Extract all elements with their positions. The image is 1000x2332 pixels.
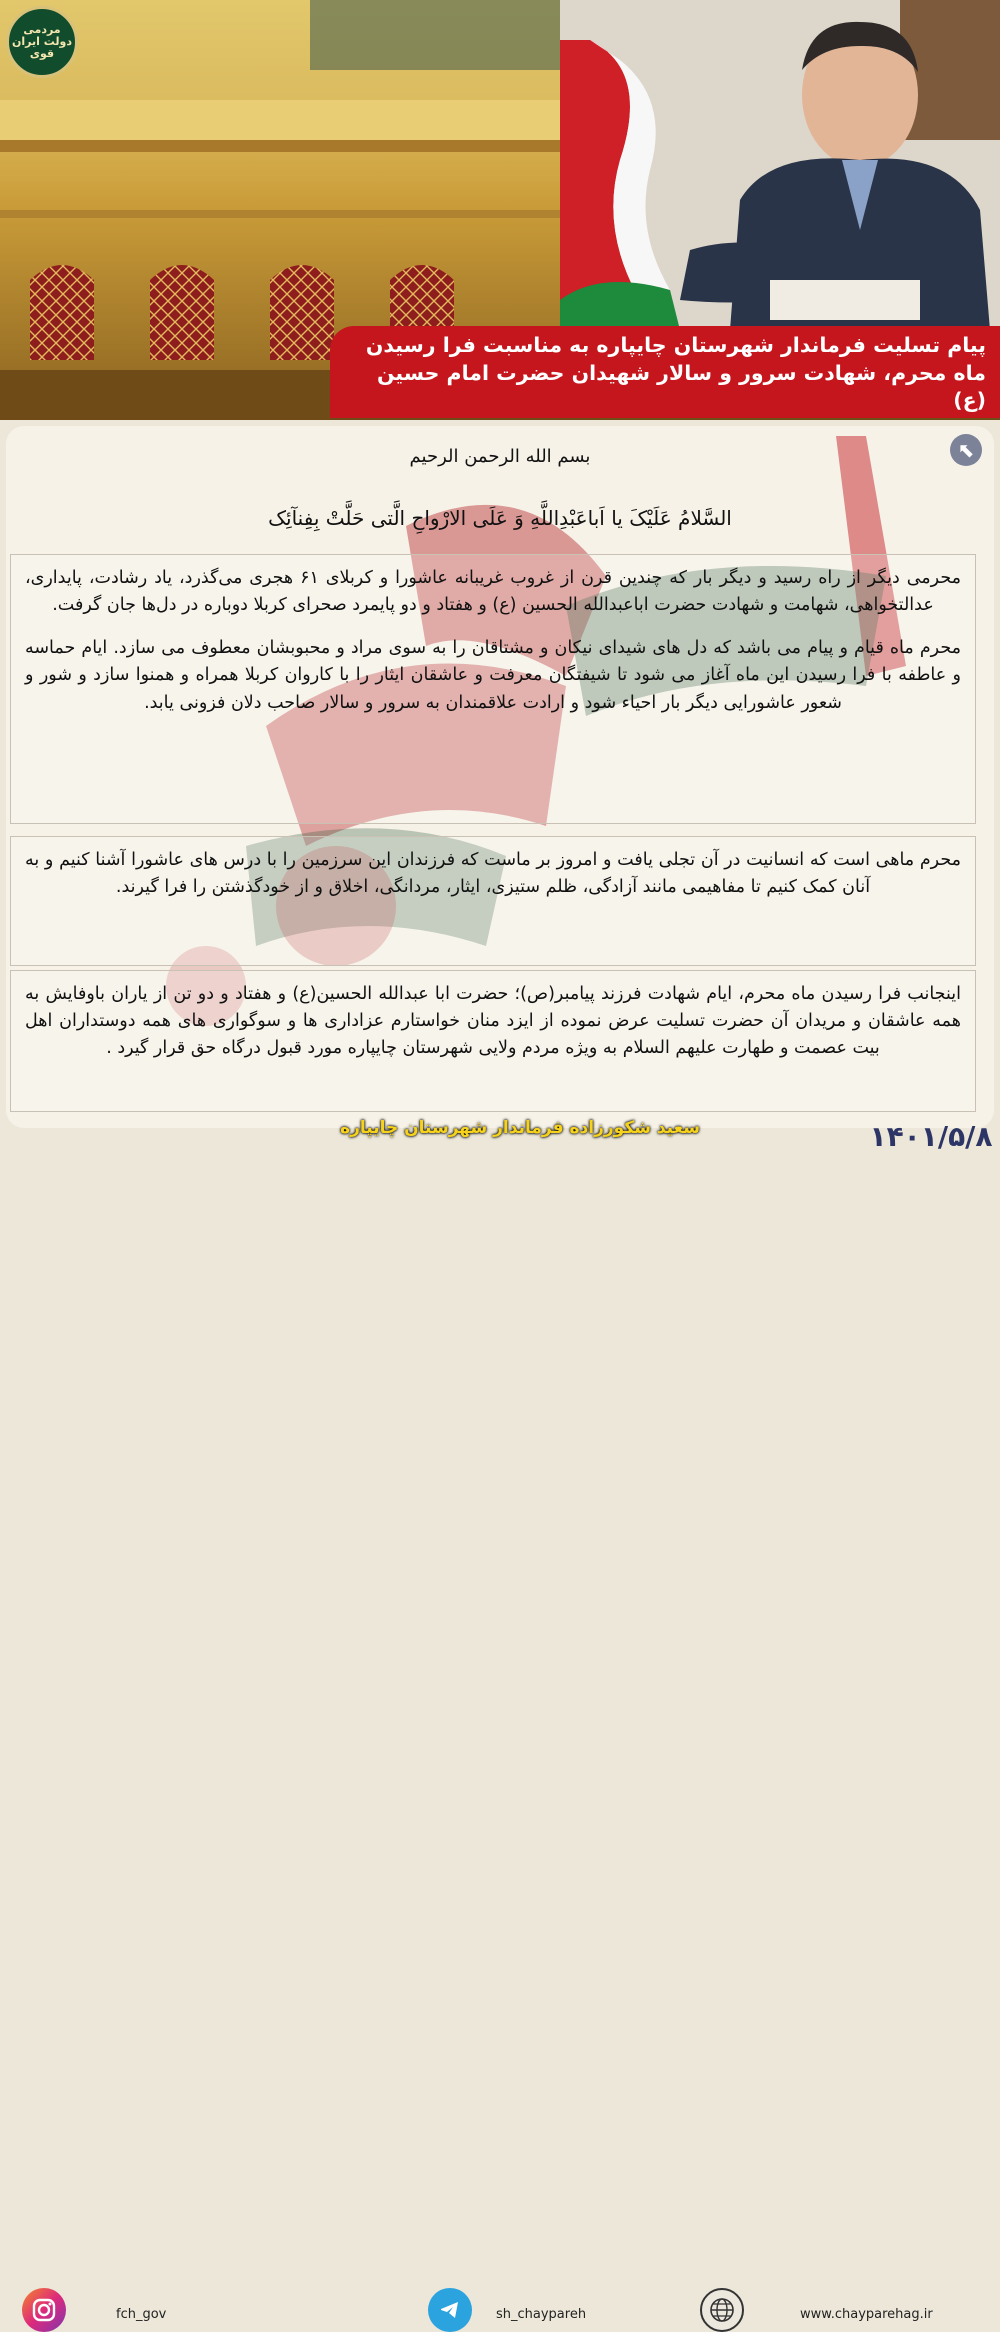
paragraph-2: محرم ماه قیام و پیام می باشد که دل های شیدای نیکان و مشتاقان را به سوی مراد و محبوبشان معطوف می سازد. ایام حماسه و عاطفه با فرا رسیدن این ماه آغاز می شود تا شیفتگان معرفت و عاشقان ایثار را با کاروان کربلا همراه و همنوا سازد و شور و شعور عاشورایی دیگر بار احیاء شود و ارادت علاقمندان به سرور و سالار صاحب دلان فزونی یابد. (25, 638, 961, 713)
telegram-handle: sh_chaypareh (496, 2306, 587, 2322)
instagram-handle: fch_gov (116, 2306, 167, 2322)
globe-icon (700, 2288, 744, 2332)
instagram-link[interactable] (22, 2288, 166, 2332)
paragraph-1: محرمی دیگر از راه رسید و دیگر بار که چندین قرن از غروب غریبانه عاشورا و کربلای ۶۱ هجری می‌گذرد، یاد رشادت، پایداری، عدالتخواهی، شهامت و شهادت حضرت اباعبدالله الحسین (ع) و هفتاد و دو پایمرد صحرای کربلا دوباره در دل‌ها جان گرفت. (25, 568, 961, 616)
instagram-icon (22, 2288, 66, 2332)
date: ۱۴۰۱/۵/۸ (869, 1120, 993, 1153)
headline-banner: پیام تسلیت فرماندار شهرستان چایپاره به مناسبت فرا رسیدن ماه محرم، شهادت سرور و سالار شهیدان حضرت امام حسین (ع) (330, 326, 1000, 418)
paragraph-1-box (10, 554, 976, 824)
paragraph-4: اینجانب فرا رسیدن ماه محرم، ایام شهادت فرزند پیامبر(ص)؛ حضرت ابا عبدالله الحسین(ع) و هفتاد و دو تن از یاران باوفایش به همه عاشقان و مریدان آن حضرت تسلیت عرض نموده از ایزد منان خواستارم عزاداری ها و سوگواری های همه دوستداران اهل بیت عصمت و طهارت علیهم السلام به ویژه مردم ولایی شهرستان چایپاره مورد قبول درگاه حق قرار گیرد . (25, 984, 961, 1059)
salam-text: السَّلامُ عَلَیْکَ یا اَباعَبْدِاللَّهِ وَ عَلَی الارْواحِ الَّتی حَلَّتْ بِفِنآئِک (268, 506, 732, 530)
signature: سعید شکورزاده فرماندار شهرستان چایپاره (340, 1118, 700, 1138)
paragraph-3-box (10, 836, 976, 966)
website-link[interactable] (700, 2288, 933, 2332)
government-logo (6, 6, 78, 78)
official-portrait-image (560, 0, 1000, 330)
message-panel (6, 426, 994, 1128)
official-photo (560, 0, 1000, 330)
back-arrow-icon[interactable]: ⬉ (950, 434, 982, 466)
website-url: www.chayparehag.ir (800, 2306, 933, 2322)
paragraph-4-box (10, 970, 976, 1112)
paragraph-3: محرم ماهی است که انسانیت در آن تجلی یافت و امروز بر ماست که فرزندان این سرزمین را با درس های عاشورا آشنا کنیم و به آنان کمک کنیم تا مفاهیمی مانند آزادگی، ظلم ستیزی، ایثار، مردانگی، اخلاق و از خودگذشتن را فرا گیرند. (25, 850, 961, 898)
telegram-link[interactable] (428, 2288, 586, 2332)
logo-text: مردمی دولت ایران قوی (12, 22, 72, 61)
bismillah-text: بسم الله الرحمن الرحیم (409, 446, 591, 467)
telegram-icon (428, 2288, 472, 2332)
footer (0, 1140, 1000, 2322)
